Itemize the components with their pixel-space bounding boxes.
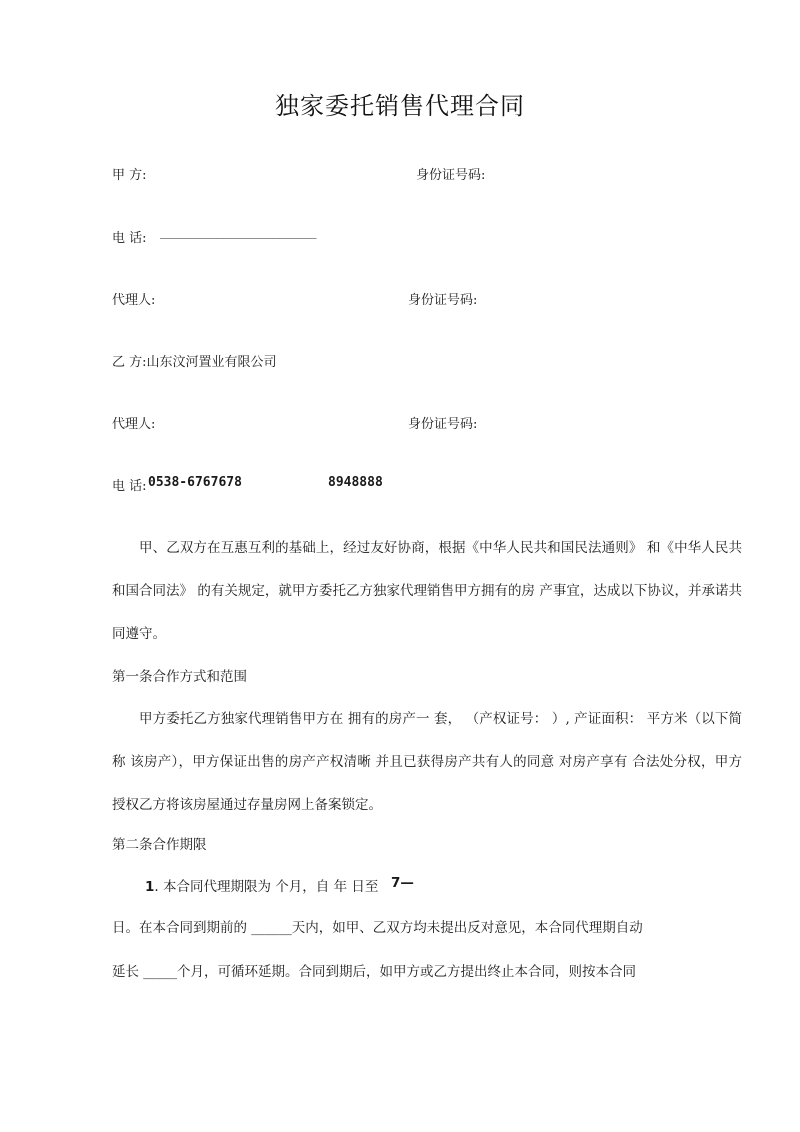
article-1-paragraph: 甲方委托乙方独家代理销售甲方在 拥有的房产一 套， （产权证号： ）, 产证面积： 平方米（以下简称 该房产），甲方保证出售的房产产权清晰 并且已获得房产共有人的同意 对房产享有 合法处分权，甲方授权乙方将该房屋通过存量房网上备案锁定。 xyxy=(112,711,742,813)
party-b-agent-id-label: 身份证号码: xyxy=(408,417,478,432)
article-1-heading: 第一条合作方式和范围 xyxy=(112,669,247,685)
document-title: 独家委托销售代理合同 xyxy=(275,92,525,120)
article-2-item-1 xyxy=(145,875,378,895)
party-b-phone-2: 8948888 xyxy=(328,475,383,490)
party-a-label: 甲 方: xyxy=(112,168,147,183)
party-b-agent-label: 代理人: xyxy=(112,417,156,432)
party-b-phone-label: 电 话: xyxy=(112,479,147,494)
article-2-heading: 第二条合作期限 xyxy=(112,837,207,853)
article-2-line-3: 延长 _____个月，可循环延期。合同到期后，如甲方或乙方提出终止本合同，则按本合同 xyxy=(112,964,637,980)
article-2-item-1-text: . 本合同代理期限为 个月，自 年 日至 xyxy=(154,879,379,895)
party-b-label: 乙 方:山东汶河置业有限公司 xyxy=(112,355,277,370)
party-a-phone-label: 电 话: xyxy=(112,231,147,246)
party-a-id-label: 身份证号码: xyxy=(416,168,486,183)
article-2-line-2: 日。在本合同到期前的 ______天内，如甲、乙双方均未提出反对意见，本合同代理期自动 xyxy=(112,920,643,936)
article-2-item-1-tail: 7— xyxy=(391,875,414,891)
party-a-agent-id-label: 身份证号码: xyxy=(408,293,478,308)
article-2-item-1-number: 1 xyxy=(145,879,155,895)
intro-paragraph: 甲、乙双方在互惠互利的基础上，经过友好协商，根据《中华人民共和国民法通则》 和《中华人民共和国合同法》 的有关规定，就甲方委托乙方独家代理销售甲方拥有的房 产事宜，达成以下协议，并承诺共同遵守。 xyxy=(112,540,742,642)
party-a-agent-label: 代理人: xyxy=(112,293,156,308)
party-a-phone-blank: _________________________ xyxy=(160,225,316,239)
party-b-phone-1: 0538-6767678 xyxy=(148,475,242,490)
